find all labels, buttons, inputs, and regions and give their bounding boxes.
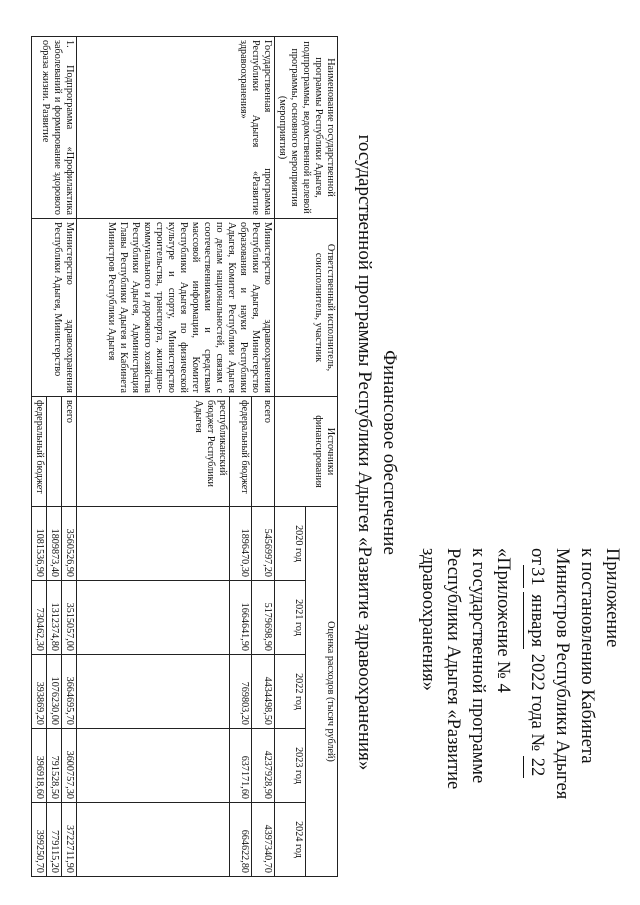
date-month: января	[523, 592, 549, 649]
value-cell: 3664695,70	[62, 655, 77, 729]
value-cell: 3722711,90	[62, 803, 77, 877]
value-cell: 664622,80	[230, 803, 253, 877]
value-cell: 393869,20	[32, 655, 47, 729]
value-cell: 1896470,30	[230, 507, 253, 581]
source-cell: республиканский бюджет Республики Адыгея	[77, 397, 230, 507]
number-value: 22	[523, 756, 549, 779]
year-header: 2024 год	[275, 803, 307, 877]
year-header: 2022 год	[275, 655, 307, 729]
appendix-line-3: Республики Адыгея «Развитие	[443, 548, 463, 790]
value-cell	[77, 655, 230, 729]
value-cell	[77, 507, 230, 581]
value-cell: 779115,20	[47, 803, 62, 877]
value-cell	[77, 581, 230, 655]
value-cell: 791528,50	[47, 729, 62, 803]
value-cell: 396918,60	[32, 729, 47, 803]
title-line-2: государственной программы Республики Адыгея «Развитие здравоохранения»	[354, 134, 375, 771]
year-header: 2020 год	[275, 507, 307, 581]
col-header-source: Источники финансирования	[275, 397, 338, 507]
value-cell: 4434498,50	[252, 655, 275, 729]
value-cell: 5179698,90	[252, 581, 275, 655]
col-header-name: Наименование государственной программы Республики Адыгея, подпрограммы, ведомственной целевой программы, основного мероприятия (мероприятия)	[275, 37, 338, 219]
source-cell: федеральный бюджет	[230, 397, 253, 507]
col-header-executor: Ответственный исполнитель, соисполнитель, участник	[275, 219, 338, 397]
number-prefix: №	[527, 733, 547, 752]
value-cell: 4237928,90	[252, 729, 275, 803]
program-name-cell: 1. Подпрограмма «Профилактика заболеваний и формирование здорового образа жизни. Развитие	[32, 37, 77, 219]
table-row	[62, 37, 77, 877]
executor-cell: Министерство здравоохранения Республики Адыгея, Министерство	[32, 219, 77, 397]
header-line-3: Министров Республики Адыгея	[552, 548, 572, 800]
value-cell	[77, 729, 230, 803]
header-date-line	[523, 548, 549, 848]
year-header: 2023 год	[275, 729, 307, 803]
value-cell: 5456997,20	[252, 507, 275, 581]
year-header: 2021 год	[275, 581, 307, 655]
value-cell: 3600757,30	[62, 729, 77, 803]
table-row	[252, 37, 275, 877]
value-cell: 399250,70	[32, 803, 47, 877]
value-cell: 637171,60	[230, 729, 253, 803]
value-cell: 1081536,90	[32, 507, 47, 581]
value-cell: 4397340,70	[252, 803, 275, 877]
source-cell: федеральный бюджет	[32, 397, 47, 507]
appendix-line-2: к государственной программе	[468, 548, 488, 784]
value-cell: 1809873,40	[47, 507, 62, 581]
header-line-2: к постановлению Кабинета	[577, 548, 597, 764]
source-cell: всего	[62, 397, 77, 507]
value-cell: 1312374,80	[47, 581, 62, 655]
source-cell: всего	[252, 397, 275, 507]
date-prefix: от	[527, 548, 547, 566]
appendix-line-4: здравоохранения»	[418, 548, 438, 691]
source-cell	[47, 397, 62, 507]
executor-cell: Министерство здравоохранения Республики Адыгея, Министерство образования и науки Республики Адыгея, Комитет Республики Адыгея по делам национальностей, связям с соотечественниками и средствам массовой информации, Комитет Республики Адыгея по физической культуре и спорту, Министерство строительства, транспорта, жилищно-коммунального и дорожного хозяйства Республики Адыгея, Администрация Главы Республики Адыгея и Кабинета Министров Республики Адыгея	[77, 219, 275, 397]
appendix-line-1: «Приложение № 4	[493, 548, 513, 693]
value-cell: 3560526,90	[62, 507, 77, 581]
value-cell: 769803,20	[230, 655, 253, 729]
appendix-header	[415, 548, 515, 848]
date-day: 31	[523, 565, 549, 588]
value-cell: 1664641,90	[230, 581, 253, 655]
program-name-cell: Государственная программа Республики Адыгея «Развитие здравоохранения»	[77, 37, 275, 219]
value-cell	[77, 803, 230, 877]
value-cell: 1076230,00	[47, 655, 62, 729]
value-cell: 3515057,00	[62, 581, 77, 655]
resolution-header	[523, 548, 624, 848]
date-year: 2022 года	[527, 653, 547, 729]
title-line-1: Финансовое обеспечение	[379, 350, 400, 555]
page-title	[352, 0, 402, 905]
header-line-1: Приложение	[602, 548, 622, 648]
financing-table	[31, 36, 338, 877]
value-cell: 730462,30	[32, 581, 47, 655]
col-header-estimate: Оценка расходов (тысяч рублей)	[306, 507, 338, 877]
table-header-row	[306, 37, 338, 877]
